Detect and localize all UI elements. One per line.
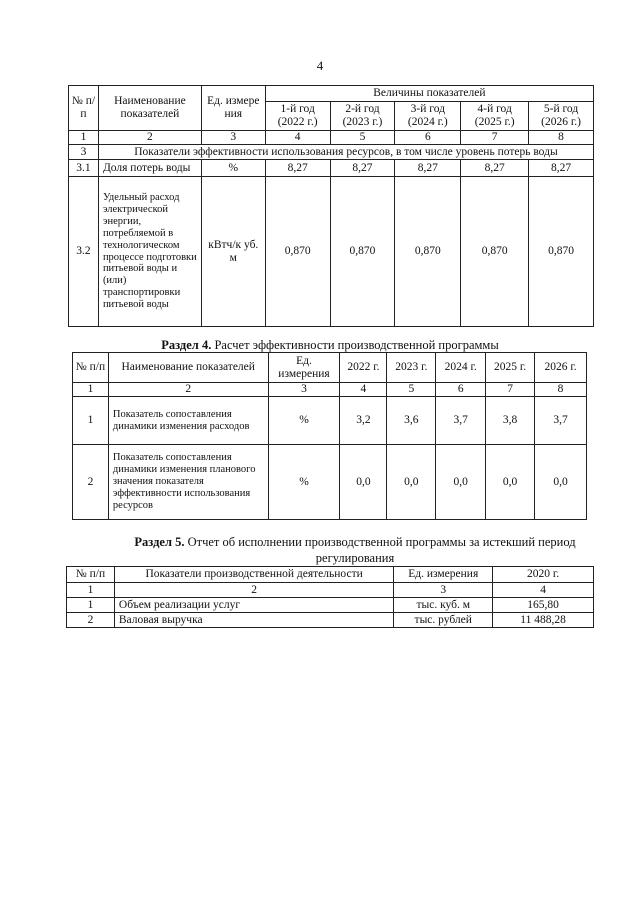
- table-row: [73, 397, 587, 445]
- row-value: 3,8: [486, 397, 535, 445]
- index-cell: 1: [69, 131, 99, 145]
- index-cell: 3: [201, 131, 265, 145]
- header-year: 2024 г.: [436, 353, 486, 383]
- index-cell: 5: [387, 383, 436, 397]
- row-unit: %: [201, 160, 265, 177]
- header-year: 4-й год (2025 г.): [461, 102, 529, 131]
- table-row: [73, 445, 587, 520]
- row-value: 0,0: [340, 445, 387, 520]
- row-value: 0,0: [387, 445, 436, 520]
- index-cell: 4: [340, 383, 387, 397]
- header-unit: Ед. измерения: [268, 353, 340, 383]
- index-cell: 2: [108, 383, 268, 397]
- row-name: Удельный расход электрической энергии, потребляемой в технологическом процессе подготовки питьевой воды и (или) транспортировки питьевой воды: [98, 177, 201, 327]
- page-number: 4: [316, 58, 324, 73]
- index-cell: 7: [461, 131, 529, 145]
- row-value: 3,7: [436, 397, 486, 445]
- row-unit: тыс. рублей: [394, 613, 493, 628]
- header-year: 2025 г.: [486, 353, 535, 383]
- header-year: 2022 г.: [340, 353, 387, 383]
- row-name: Объем реализации услуг: [114, 598, 393, 613]
- row-value: 8,27: [395, 160, 461, 177]
- header-year: 1-й год (2022 г.): [265, 102, 330, 131]
- index-cell: 4: [493, 583, 594, 598]
- index-cell: 4: [265, 131, 330, 145]
- row-value: 0,870: [461, 177, 529, 327]
- index-cell: 1: [73, 383, 109, 397]
- row-num: 3.1: [69, 160, 99, 177]
- section4-text: Расчет эффективности производственной программы: [214, 338, 499, 352]
- section5-label: Раздел 5.: [134, 535, 185, 549]
- efficiency-table: [72, 352, 587, 520]
- row-name: Доля потерь воды: [98, 160, 201, 177]
- indicators-table: [68, 85, 594, 327]
- table-row: [67, 598, 594, 613]
- index-cell: 6: [436, 383, 486, 397]
- row-value: 8,27: [461, 160, 529, 177]
- row-value: 0,0: [535, 445, 587, 520]
- row-value: 0,870: [265, 177, 330, 327]
- header-num: № п/п: [69, 86, 99, 131]
- index-cell: 6: [395, 131, 461, 145]
- header-year: 2-й год (2023 г.): [330, 102, 395, 131]
- index-row: [69, 131, 594, 145]
- section4-label: Раздел 4.: [161, 338, 212, 352]
- index-cell: 8: [529, 131, 594, 145]
- row-value: 3,7: [535, 397, 587, 445]
- header-num: № п/п: [67, 567, 115, 583]
- row-value: 8,27: [265, 160, 330, 177]
- row-name: Показатель сопоставления динамики изменения планового значения показателя эффективности использования ресурсов: [108, 445, 268, 520]
- row-value: 3,2: [340, 397, 387, 445]
- index-row: [73, 383, 587, 397]
- report-table: [66, 566, 594, 628]
- index-cell: 2: [98, 131, 201, 145]
- row-num: 1: [73, 397, 109, 445]
- header-unit: Ед. измерения: [394, 567, 493, 583]
- index-cell: 8: [535, 383, 587, 397]
- row-value: 11 488,28: [493, 613, 594, 628]
- row-name: Валовая выручка: [114, 613, 393, 628]
- header-name: Наименование показателей: [98, 86, 201, 131]
- row-unit: %: [268, 445, 340, 520]
- index-cell: 3: [268, 383, 340, 397]
- index-cell: 3: [394, 583, 493, 598]
- index-cell: 7: [486, 383, 535, 397]
- header-name: Показатели производственной деятельности: [114, 567, 393, 583]
- row-num: 1: [67, 598, 115, 613]
- row-value: 8,27: [529, 160, 594, 177]
- header-year: 5-й год (2026 г.): [529, 102, 594, 131]
- header-year: 3-й год (2024 г.): [395, 102, 461, 131]
- header-year: 2020 г.: [493, 567, 594, 583]
- row-unit: %: [268, 397, 340, 445]
- header-values-group: Величины показателей: [265, 86, 593, 102]
- table-row: [69, 160, 594, 177]
- header-num: № п/п: [73, 353, 109, 383]
- row-unit: тыс. куб. м: [394, 598, 493, 613]
- index-cell: 1: [67, 583, 115, 598]
- section-num: 3: [69, 145, 99, 160]
- header-year: 2026 г.: [535, 353, 587, 383]
- row-value: 8,27: [330, 160, 395, 177]
- section5-title: [110, 534, 600, 567]
- row-unit: кВтч/к уб. м: [201, 177, 265, 327]
- section5-text: Отчет об исполнении производственной программы за истекший период регулирования: [187, 535, 576, 566]
- row-value: 3,6: [387, 397, 436, 445]
- row-value: 0,0: [436, 445, 486, 520]
- row-num: 2: [73, 445, 109, 520]
- row-value: 0,870: [330, 177, 395, 327]
- row-value: 0,870: [395, 177, 461, 327]
- section-row: [69, 145, 594, 160]
- row-value: 0,0: [486, 445, 535, 520]
- row-name: Показатель сопоставления динамики изменения расходов: [108, 397, 268, 445]
- index-row: [67, 583, 594, 598]
- row-value: 165,80: [493, 598, 594, 613]
- header-name: Наименование показателей: [108, 353, 268, 383]
- header-unit: Ед. измере ния: [201, 86, 265, 131]
- table-row: [67, 613, 594, 628]
- header-year: 2023 г.: [387, 353, 436, 383]
- section-title: Показатели эффективности использования ресурсов, в том числе уровень потерь воды: [98, 145, 593, 160]
- index-cell: 2: [114, 583, 393, 598]
- index-cell: 5: [330, 131, 395, 145]
- section4-title: [100, 338, 560, 353]
- row-num: 2: [67, 613, 115, 628]
- row-value: 0,870: [529, 177, 594, 327]
- row-num: 3.2: [69, 177, 99, 327]
- table-row: [69, 177, 594, 327]
